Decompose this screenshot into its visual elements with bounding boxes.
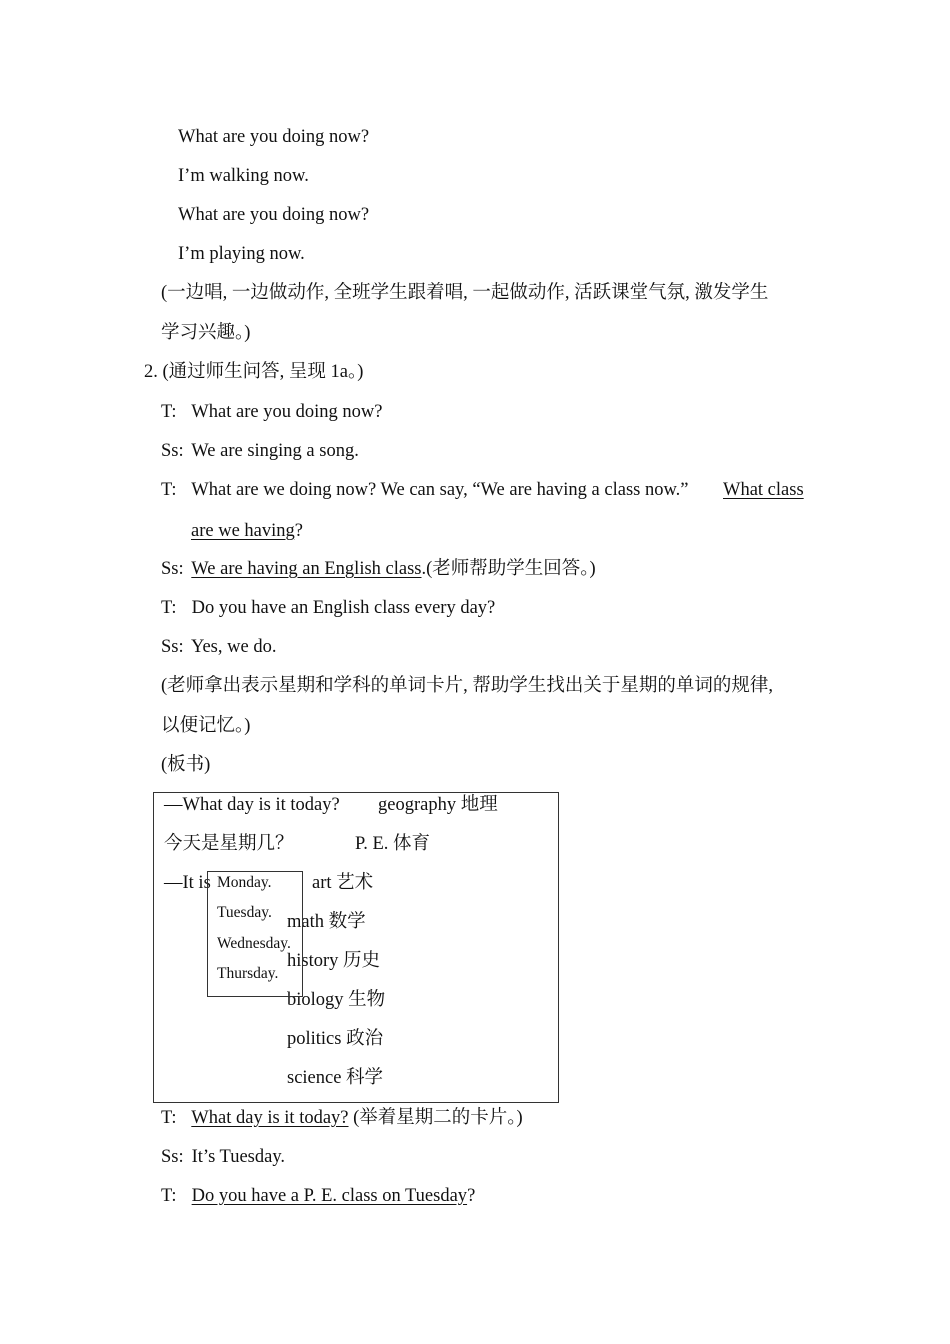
- speaker-label: Ss:: [161, 1147, 184, 1167]
- dialog-teacher-4: [161, 1106, 523, 1130]
- song-line-4: I’m playing now.: [178, 244, 305, 264]
- speaker-label: T:: [161, 1108, 177, 1128]
- day-card: Wednesday.: [217, 935, 291, 952]
- dialog-students-3: [161, 635, 276, 659]
- dialog-teacher-3: [161, 596, 495, 620]
- dialog-underlined-question-a: What class: [723, 480, 804, 500]
- dialog-note: (举着星期二的卡片。): [348, 1108, 523, 1128]
- speaker-label: Ss:: [161, 441, 184, 461]
- note-1-line-1: (一边唱, 一边做动作, 全班学生跟着唱, 一起做动作, 活跃课堂气氛, 激发学生: [161, 283, 769, 303]
- dialog-underlined-question: What day is it today?: [191, 1108, 349, 1128]
- day-card: Thursday.: [217, 965, 279, 982]
- speaker-label: Ss:: [161, 637, 184, 657]
- board-question-zh: 今天是星期几？: [164, 834, 294, 854]
- dialog-text: We are singing a song.: [191, 441, 359, 461]
- speaker-label: T:: [161, 402, 177, 422]
- dialog-underlined-question-b: are we having: [191, 521, 295, 541]
- question-mark: ?: [294, 521, 303, 541]
- note-2-line-2: 以便记忆。): [161, 716, 251, 736]
- board-subject: P. E. 体育: [355, 834, 431, 854]
- dialog-underlined-answer: We are having an English class: [191, 559, 422, 579]
- song-line-2: I’m walking now.: [178, 166, 309, 186]
- speaker-label: T:: [161, 1186, 177, 1206]
- dialog-text: Do you have an English class every day?: [191, 598, 496, 618]
- speaker-label: Ss:: [161, 559, 184, 579]
- dialog-text: What are you doing now?: [191, 402, 383, 422]
- dialog-teacher-2: [161, 478, 688, 502]
- dialog-text: Yes, we do.: [190, 637, 277, 657]
- dialog-teacher-5: [161, 1184, 475, 1208]
- board-subject: art 艺术: [312, 873, 374, 893]
- dialog-text: It’s Tuesday.: [191, 1147, 286, 1167]
- step-2-heading: 2. (通过师生问答, 呈现 1a。): [144, 362, 364, 382]
- board-question-en: —What day is it today?: [164, 795, 340, 815]
- board-subject: science 科学: [287, 1068, 384, 1088]
- dialog-text: What are we doing now? We can say, “We are having a class now.”: [191, 480, 689, 500]
- board-subject: biology 生物: [287, 990, 386, 1010]
- question-mark: ?: [467, 1186, 476, 1206]
- speaker-label: T:: [161, 598, 177, 618]
- speaker-label: T:: [161, 480, 177, 500]
- board-subject: math 数学: [287, 912, 366, 932]
- dialog-students-1: [161, 439, 359, 463]
- dialog-students-2: [161, 557, 596, 581]
- board-subject: history 历史: [287, 951, 381, 971]
- note-1-line-2: 学习兴趣。): [161, 323, 251, 343]
- day-card: Tuesday.: [217, 904, 272, 921]
- board-subject: geography 地理: [378, 795, 498, 815]
- note-2-line-1: (老师拿出表示星期和学科的单词卡片, 帮助学生找出关于星期的单词的规律,: [161, 676, 774, 696]
- song-line-1: What are you doing now?: [178, 127, 370, 147]
- dialog-underlined-question: Do you have a P. E. class on Tuesday: [191, 1186, 468, 1206]
- board-label: (板书): [161, 755, 211, 775]
- day-card: Monday.: [217, 874, 272, 891]
- dialog-teacher-1: [161, 400, 382, 424]
- dialog-students-4: [161, 1145, 285, 1169]
- board-subject: politics 政治: [287, 1029, 384, 1049]
- dialog-teacher-2-continued: [191, 519, 303, 543]
- dialog-note: .(老师帮助学生回答。): [421, 559, 596, 579]
- song-line-3: What are you doing now?: [178, 205, 370, 225]
- board-answer-prefix: —It is: [164, 873, 211, 893]
